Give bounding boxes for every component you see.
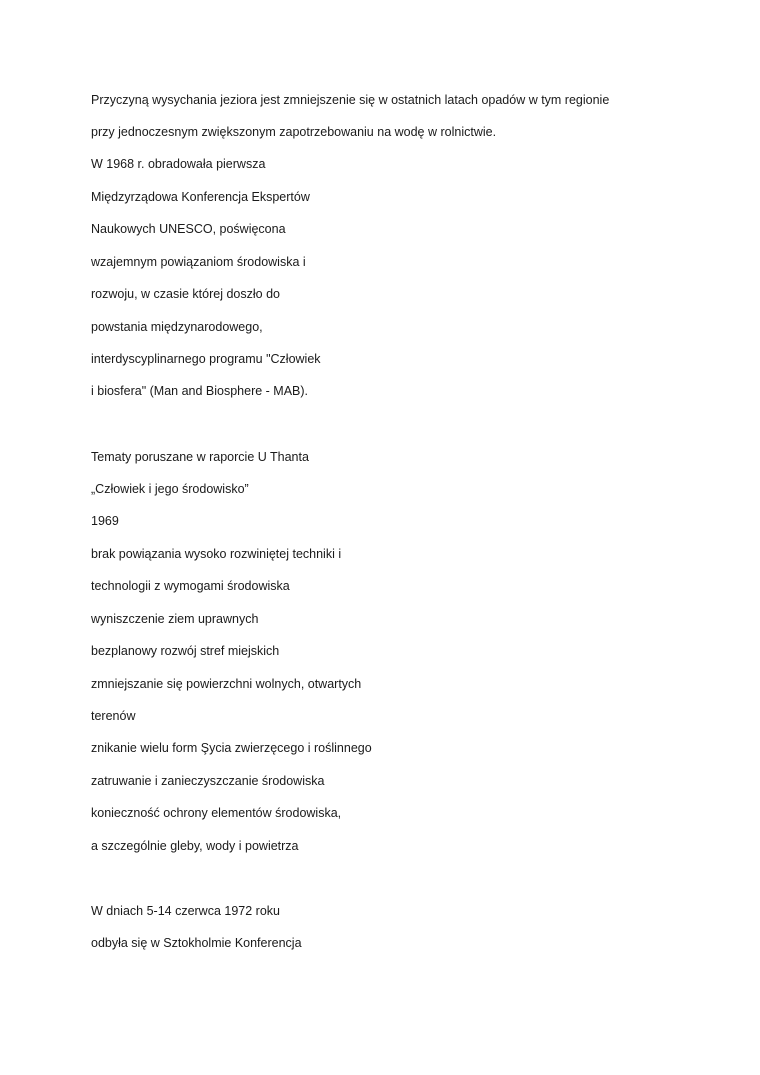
text-line: W 1968 r. obradowała pierwsza xyxy=(91,157,266,171)
text-line: terenów xyxy=(91,709,136,723)
text-line: a szczególnie gleby, wody i powietrza xyxy=(91,839,299,853)
text-line: Przyczyną wysychania jeziora jest zmniejszenie się w ostatnich latach opadów w tym regionie xyxy=(91,93,610,107)
text-line: zmniejszanie się powierzchni wolnych, otwartych xyxy=(91,677,362,691)
text-line: W dniach 5-14 czerwca 1972 roku xyxy=(91,904,280,918)
text-line: „Człowiek i jego środowisko” xyxy=(91,482,249,496)
text-line: Międzyrządowa Konferencja Ekspertów xyxy=(91,190,310,204)
text-line: interdyscyplinarnego programu "Człowiek xyxy=(91,352,321,366)
text-line: i biosfera" (Man and Biosphere - MAB). xyxy=(91,384,309,398)
text-line: konieczność ochrony elementów środowiska, xyxy=(91,806,342,820)
text-line: Naukowych UNESCO, poświęcona xyxy=(91,222,286,236)
text-line: zatruwanie i zanieczyszczanie środowiska xyxy=(91,774,325,788)
text-line: wzajemnym powiązaniom środowiska i xyxy=(91,255,306,269)
text-line: znikanie wielu form Şycia zwierzęcego i roślinnego xyxy=(91,741,372,755)
text-line: rozwoju, w czasie której doszło do xyxy=(91,287,280,301)
text-line: 1969 xyxy=(91,514,119,528)
text-line: brak powiązania wysoko rozwiniętej techniki i xyxy=(91,547,342,561)
text-line: wyniszczenie ziem uprawnych xyxy=(91,612,259,626)
text-line: technologii z wymogami środowiska xyxy=(91,579,290,593)
text-line: bezplanowy rozwój stref miejskich xyxy=(91,644,280,658)
text-line: odbyła się w Sztokholmie Konferencja xyxy=(91,936,302,950)
text-line: Tematy poruszane w raporcie U Thanta xyxy=(91,450,309,464)
text-line: powstania międzynarodowego, xyxy=(91,320,263,334)
text-line: przy jednoczesnym zwiększonym zapotrzebowaniu na wodę w rolnictwie. xyxy=(91,125,497,139)
